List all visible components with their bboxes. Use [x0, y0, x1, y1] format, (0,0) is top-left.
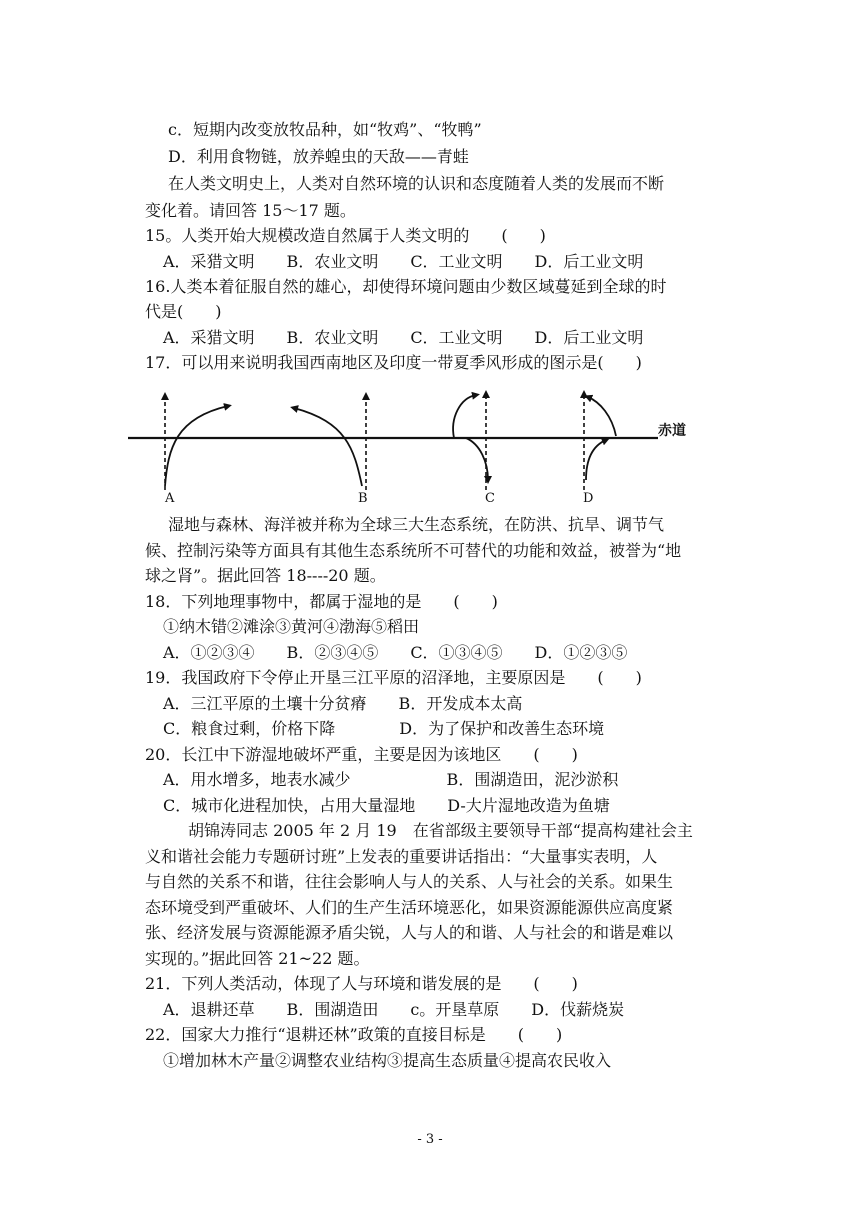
question-20-options: A．用水增多，地表水减少 B．围湖造田，泥沙淤积 — [163, 770, 619, 789]
diagram-c-arrows — [453, 394, 488, 490]
question-18-items: ①纳木错②滩涂③黄河④渤海⑤稻田 — [163, 617, 420, 636]
question-21: 21．下列人类活动，体现了人与环境和谐发展的是 ( ) — [145, 974, 578, 993]
diagram-label-c: C — [485, 491, 495, 506]
passage-line: 球之肾”。据此回答 18----20 题。 — [145, 566, 386, 585]
option-line: D．利用食物链，放养蝗虫的天敌——青蛙 — [168, 147, 469, 166]
passage-line: 实现的。”据此回答 21~22 题。 — [145, 949, 370, 968]
passage-line: 在人类文明史上，人类对自然环境的认识和态度随着人类的发展而不断 — [168, 174, 665, 193]
diagram-label-a: A — [165, 491, 175, 506]
question-15-options: A．采猎文明 B．农业文明 C．工业文明 D．后工业文明 — [163, 252, 644, 271]
diagram-label-d: D — [583, 491, 594, 506]
question-22-items: ①增加林木产量②调整农业结构③提高生态质量④提高农民收入 — [163, 1051, 612, 1070]
curved-arrow-upper — [453, 395, 476, 438]
curved-arrow-upper — [588, 397, 616, 436]
passage-line: 张、经济发展与资源能源矛盾尖锐，人与人的和谐、人与社会的和谐是难以 — [145, 923, 674, 942]
question-15: 15。人类开始大规模改造自然属于人类文明的 ( ) — [145, 226, 546, 245]
passage-line: 胡锦涛同志 2005 年 2 月 19 在省部级主要领导干部“提高构建社会主 — [188, 821, 693, 840]
curved-arrow-lower — [586, 440, 606, 480]
question-16-cont: 代是( ) — [145, 302, 222, 321]
option-line: c．短期内改变放牧品种，如“牧鸡”、“牧鸭” — [168, 120, 482, 139]
monsoon-diagram-svg — [128, 388, 708, 510]
equator-label: 赤道 — [658, 423, 686, 439]
question-20-options: C．城市化进程加快，占用大量湿地 D-大片湿地改造为鱼塘 — [163, 796, 610, 815]
passage-line: 变化着。请回答 15～17 题。 — [145, 201, 356, 220]
curved-arrow — [165, 406, 228, 486]
passage-line: 候、控制污染等方面具有其他生态系统所不可替代的功能和效益，被誉为“地 — [145, 541, 682, 560]
passage-line: 态环境受到严重破坏、人们的生产生活环境恶化，如果资源能源供应高度紧 — [145, 898, 674, 917]
question-19: 19．我国政府下令停止开垦三江平原的沼泽地，主要原因是 ( ) — [145, 668, 642, 687]
diagram-label-b: B — [358, 491, 368, 506]
monsoon-diagram — [128, 388, 708, 510]
passage-line: 湿地与森林、海洋被并称为全球三大生态系统，在防洪、抗旱、调节气 — [168, 515, 665, 534]
diagram-d-arrows — [584, 394, 616, 490]
page-number: - 3 - — [417, 1132, 443, 1147]
question-18-options: A．①②③④ B．②③④⑤ C．①③④⑤ D．①②③⑤ — [163, 643, 628, 662]
question-16: 16.人类本着征服自然的雄心，却使得环境问题由少数区域蔓延到全球的时 — [145, 277, 667, 296]
question-18: 18．下列地理事物中，都属于湿地的是 ( ) — [145, 592, 498, 611]
curved-arrow — [294, 408, 362, 486]
passage-line: 义和谐社会能力专题研讨班”上发表的重要讲话指出：“大量事实表明，人 — [145, 847, 658, 866]
question-19-options: A．三江平原的土壤十分贫瘠 B．开发成本太高 — [163, 694, 523, 713]
question-21-options: A．退耕还草 B．围湖造田 c。开垦草原 D．伐薪烧炭 — [163, 1000, 625, 1019]
diagram-b-arrows — [294, 396, 366, 490]
question-22: 22．国家大力推行“退耕还林”政策的直接目标是 ( ) — [145, 1025, 563, 1044]
question-17: 17．可以用来说明我国西南地区及印度一带夏季风形成的图示是( ) — [145, 353, 642, 372]
passage-line: 与自然的关系不和谐，往往会影响人与人的关系、人与社会的关系。如果生 — [145, 872, 674, 891]
question-16-options: A．采猎文明 B．农业文明 C．工业文明 D．后工业文明 — [163, 328, 644, 347]
question-19-options: C．粮食过剩，价格下降 D．为了保护和改善生态环境 — [163, 719, 605, 738]
curved-arrow-lower — [466, 438, 488, 480]
question-20: 20．长江中下游湿地破坏严重，主要是因为该地区 ( ) — [145, 745, 578, 764]
diagram-a-arrows — [165, 396, 228, 490]
